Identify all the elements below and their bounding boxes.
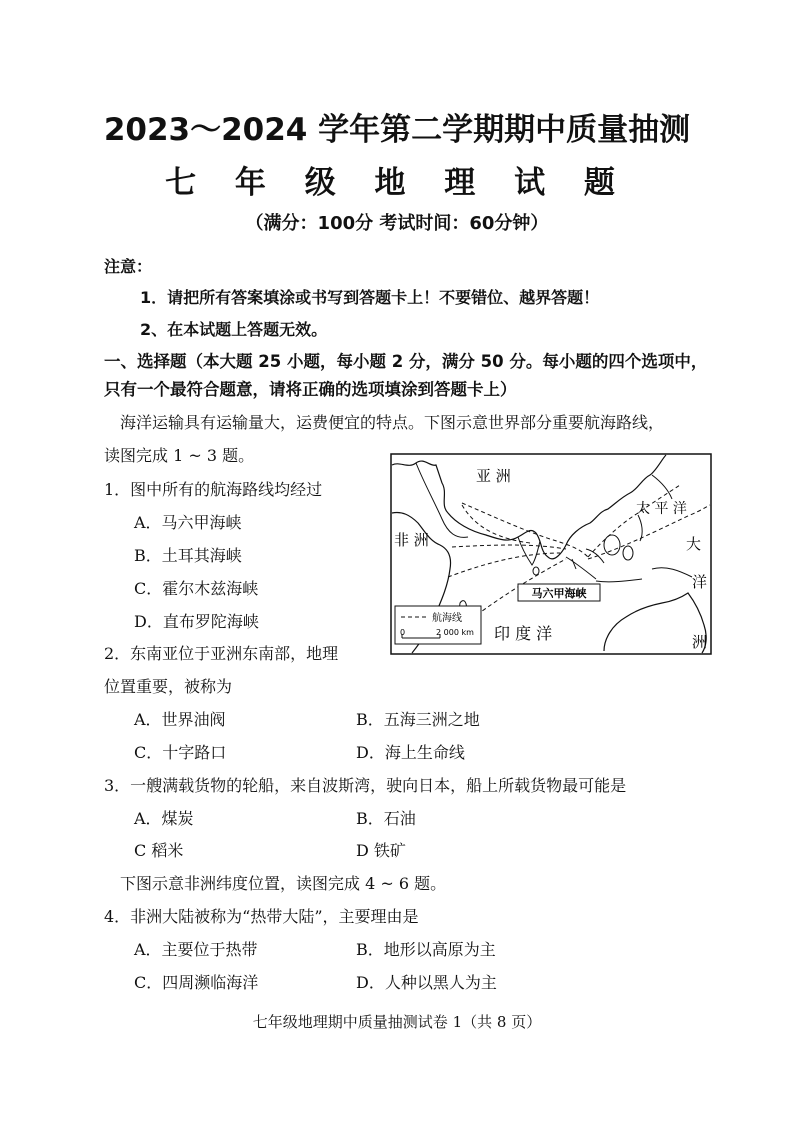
section-heading-line2: 只有一个最符合题意，请将正确的选项填涂到答题卡上） — [104, 380, 517, 399]
map-legend-route: 航海线 — [432, 613, 462, 624]
q3-option-b: B．石油 — [356, 809, 416, 828]
q2-option-b: B．五海三洲之地 — [356, 710, 480, 729]
exam-subtitle: 七 年 级 地 理 试 题 — [165, 165, 629, 201]
map-label-oceania-1: 大 — [686, 535, 702, 553]
notice-item-2: 2、在本试题上答题无效。 — [140, 320, 328, 339]
map-label-africa: 非 洲 — [394, 531, 429, 549]
q4-option-c: C．四周濒临海洋 — [134, 973, 259, 992]
q3-option-c: C 稻米 — [134, 841, 184, 860]
map-label-oceania-2: 洋 — [692, 573, 708, 591]
notice-label: 注意： — [104, 257, 153, 276]
q3-option-a: A．煤炭 — [134, 809, 194, 828]
map-scale-zero: 0 — [400, 628, 406, 637]
q2-stem-line1: 2．东南亚位于亚洲东南部，地理 — [104, 644, 339, 663]
q4-option-b: B．地形以高原为主 — [356, 940, 496, 959]
map-scale-value: 2 000 km — [436, 628, 474, 637]
map-label-asia: 亚 洲 — [476, 467, 511, 485]
q4-option-a: A．主要位于热带 — [134, 940, 258, 959]
q2-option-a: A．世界油阀 — [134, 710, 226, 729]
q1-stem: 1．图中所有的航海路线均经过 — [104, 480, 323, 499]
exam-title: 2023～2024 学年第二学期期中质量抽测 — [103, 112, 691, 148]
map-label-oceania-3: 洲 — [692, 633, 708, 651]
map-strait-label: 马六甲海峡 — [531, 587, 587, 600]
q3-stem: 3．一艘满载货物的轮船，来自波斯湾，驶向日本，船上所载货物最可能是 — [104, 776, 627, 795]
section-heading-line1: 一、选择题（本大题 25 小题，每小题 2 分，满分 50 分。每小题的四个选项中， — [104, 352, 708, 371]
q2-option-d: D．海上生命线 — [356, 743, 465, 762]
notice-item-1: 1．请把所有答案填涂或书写到答题卡上！不要错位、越界答题！ — [140, 288, 600, 307]
q2-option-c: C．十字路口 — [134, 743, 227, 762]
q1-option-d: D．直布罗陀海峡 — [134, 612, 259, 631]
passage2: 下图示意非洲纬度位置，读图完成 4 ~ 6 题。 — [120, 874, 447, 893]
q4-stem: 4．非洲大陆被称为“热带大陆”，主要理由是 — [104, 907, 419, 926]
q1-option-a: A．马六甲海峡 — [134, 513, 242, 532]
map-label-pacific: 太 平 洋 — [636, 501, 687, 517]
q4-option-d: D．人种以黑人为主 — [356, 973, 497, 992]
map-label-indian-ocean: 印 度 洋 — [494, 624, 553, 643]
shipping-route-map — [390, 453, 712, 655]
passage1-line1: 海洋运输具有运输量大，运费便宜的特点。下图示意世界部分重要航海路线， — [120, 413, 665, 432]
page-footer: 七年级地理期中质量抽测试卷 1（共 8 页） — [252, 1013, 542, 1031]
q1-option-b: B．土耳其海峡 — [134, 546, 242, 565]
score-info: （满分：100分 考试时间：60分钟） — [245, 213, 549, 234]
passage1-line2: 读图完成 1 ~ 3 题。 — [104, 446, 255, 465]
q1-option-c: C．霍尔木兹海峡 — [134, 579, 259, 598]
q3-option-d: D 铁矿 — [356, 841, 406, 860]
q2-stem-line2: 位置重要，被称为 — [104, 677, 233, 696]
